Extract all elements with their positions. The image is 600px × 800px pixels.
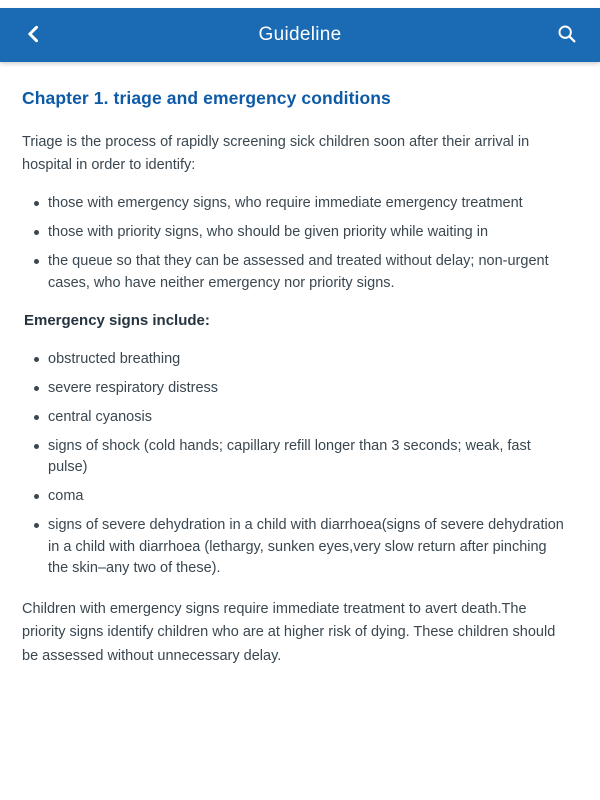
search-icon: [556, 23, 577, 47]
emergency-signs-list: [22, 349, 578, 580]
chapter-title: Chapter 1. triage and emergency conditions: [22, 88, 391, 108]
guideline-content: [0, 62, 600, 668]
list-item: those with emergency signs, who require immediate emergency treatment: [22, 193, 567, 215]
list-item: obstructed breathing: [22, 349, 567, 371]
list-item: the queue so that they can be assessed and treated without delay; non-urgent cases, who have neither emergency nor priority signs.: [22, 251, 567, 295]
page-title: Guideline: [258, 24, 342, 45]
search-button[interactable]: [548, 17, 584, 53]
triage-bullet-list: [22, 193, 578, 294]
emergency-signs-heading: Emergency signs include:: [24, 312, 210, 330]
list-item: signs of shock (cold hands; capillary refill longer than 3 seconds; weak, fast pulse): [22, 436, 567, 480]
closing-paragraph: Children with emergency signs require immediate treatment to avert death.The priority signs identify children who are at higher risk of dying. These children should be assessed without unnecessary delay.: [22, 601, 556, 664]
list-item: severe respiratory distress: [22, 378, 567, 400]
statusbar-gap: [0, 0, 600, 8]
chevron-left-icon: [24, 24, 44, 47]
list-item: signs of severe dehydration in a child with diarrhoea(signs of severe dehydration in a child with diarrhoea (lethargy, sunken eyes,very slow return after pinching the skin–any two of these).: [22, 515, 567, 580]
app-bar: [0, 8, 600, 62]
intro-paragraph: Triage is the process of rapidly screening sick children soon after their arrival in hospital in order to identify:: [22, 134, 530, 174]
back-button[interactable]: [16, 17, 52, 53]
list-item: coma: [22, 486, 567, 508]
list-item: those with priority signs, who should be given priority while waiting in: [22, 222, 567, 244]
list-item: central cyanosis: [22, 407, 567, 429]
